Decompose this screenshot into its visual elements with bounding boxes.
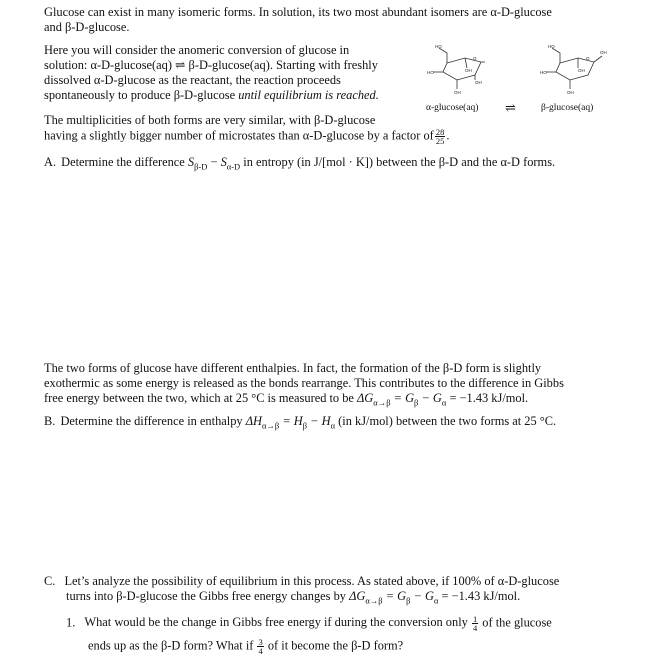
delta-h-sub: α→β [261, 420, 280, 431]
fraction-three-quarters [257, 638, 263, 655]
question-a-text-2: in entropy (in J/[mol · K]) between the β-D and the α-D forms. [240, 155, 556, 169]
s-beta-sub: β-D [194, 161, 208, 172]
question-b [44, 414, 556, 429]
question-b-text-1: Determine the difference in enthalpy [60, 414, 246, 428]
question-1-text-4: of it become the β-D form? [264, 638, 404, 653]
question-c-text-1: Let’s analyze the possibility of equilibrium in this process. As stated above, if 100% of α-D-glucose [64, 574, 560, 588]
para4-line-2: exothermic as some energy is released as the bonds rearrange. This contributes to the difference in Gibbs [44, 376, 564, 390]
question-a [44, 155, 555, 170]
para4-line-1: The two forms of glucose have different enthalpies. In fact, the formation of the β-D form is slightly [44, 361, 542, 375]
qc-delta-g-sub: α→β [365, 595, 383, 606]
para4-g-alpha-sub: α [441, 397, 447, 408]
qc-g-beta: = G [382, 589, 407, 603]
beta-glucose-label: β-glucose(aq) [541, 103, 594, 113]
question-c-label: C. [44, 574, 56, 588]
beta-glucose-structure [538, 42, 618, 94]
equilibrium-arrow: ⇌ [505, 100, 516, 115]
h-alpha-sub: α [330, 420, 336, 431]
question-1-text-1: What would be the change in Gibbs free energy if during the conversion only [84, 615, 471, 630]
para2-line-3: dissolved α-D-glucose as the reactant, the reaction proceeds [44, 73, 341, 87]
fraction-2-num: 3 [258, 637, 263, 647]
h-beta-sub: β [302, 420, 308, 431]
alpha-glucose-structure [425, 42, 505, 94]
para2-line-1: Here you will consider the anomeric conversion of glucose in [44, 43, 350, 57]
alpha-oh-right: OH [475, 80, 482, 85]
beta-oh-right: OH [600, 50, 607, 55]
alpha-oh-center: OH [465, 68, 472, 73]
para3-line-2 [44, 128, 449, 145]
beta-ho-top: HO [548, 44, 555, 49]
factor-fraction [435, 128, 446, 145]
qc-g-beta-sub: β [406, 595, 411, 606]
question-1-line-1 [66, 615, 552, 632]
para4-g-alpha: − G [418, 391, 442, 405]
factor-numerator: 28 [435, 127, 445, 137]
para3-line-1: The multiplicities of both forms are very similar, with β-D-glucose [44, 113, 376, 127]
para3-line-2-text: having a slightly bigger number of microstates than α-D-glucose by a factor of [44, 128, 434, 143]
para2-line-4-italic: until equilibrium is reached. [238, 88, 379, 102]
question-b-text-2: (in kJ/mol) between the two forms at 25 °C. [335, 414, 557, 428]
fraction-1-num: 1 [472, 614, 478, 624]
para3-period: . [446, 128, 450, 143]
para4-delta-g-sub: α→β [373, 397, 391, 408]
alpha-oh-bottom: OH [454, 90, 461, 94]
para4-line-3 [44, 391, 528, 406]
question-1-label: 1. [66, 615, 76, 630]
question-a-label: A. [44, 155, 57, 169]
question-c-text-2: turns into β-D-glucose the Gibbs free energy changes by [66, 589, 350, 603]
para2-line-4 [44, 88, 379, 103]
question-c-line-2 [66, 589, 520, 604]
question-c-line-1 [44, 574, 559, 589]
para4-delta-g: ΔG [357, 391, 374, 405]
alpha-ho-top: HO [435, 44, 442, 49]
intro-line-2: and β-D-glucose. [44, 20, 130, 34]
h-beta: = H [279, 414, 303, 428]
fraction-2-den: 4 [258, 646, 263, 656]
factor-denominator: 25 [435, 136, 445, 146]
question-a-minus: − [207, 155, 221, 169]
para2-line-2: solution: α-D-glucose(aq) ⇌ β-D-glucose(aq). Starting with freshly [44, 58, 378, 72]
s-beta: S [187, 155, 195, 169]
para4-g-beta-sub: β [414, 397, 419, 408]
para4-line-3-text: free energy between the two, which at 25 °C is measured to be [44, 391, 358, 405]
qc-g-alpha: − G [410, 589, 434, 603]
qc-g-alpha-sub: α [433, 595, 439, 606]
h-alpha: − H [307, 414, 331, 428]
beta-oh-bottom: OH [567, 90, 574, 94]
question-b-label: B. [44, 414, 56, 428]
fraction-1-den: 4 [472, 623, 478, 633]
alpha-ring-oxygen: O [473, 56, 477, 61]
beta-oh-center: OH [578, 68, 585, 73]
beta-ring-oxygen: O [586, 56, 590, 61]
beta-ho-left: HO [540, 70, 547, 75]
question-1-text-3: ends up as the β-D form? What if [88, 638, 257, 653]
question-a-text-1: Determine the difference [61, 155, 188, 169]
s-alpha-sub: α-D [226, 161, 241, 172]
para4-g-beta: = G [390, 391, 415, 405]
qc-delta-g: ΔG [349, 589, 366, 603]
fraction-one-quarter [472, 615, 478, 632]
intro-line-1: Glucose can exist in many isomeric forms. In solution, its two most abundant isomers are α-D-glucose [44, 5, 552, 19]
s-alpha: S [220, 155, 227, 169]
question-1-text-2: of the glucose [479, 615, 552, 630]
alpha-glucose-label: α-glucose(aq) [426, 103, 479, 113]
alpha-ho-left: HO [427, 70, 434, 75]
qc-value: = −1.43 kJ/mol. [438, 589, 521, 603]
para2-line-4-start: spontaneously to produce β-D-glucose [44, 88, 239, 102]
question-1-line-2 [88, 638, 403, 655]
delta-h: ΔH [245, 414, 262, 428]
para4-value: = −1.43 kJ/mol. [446, 391, 529, 405]
